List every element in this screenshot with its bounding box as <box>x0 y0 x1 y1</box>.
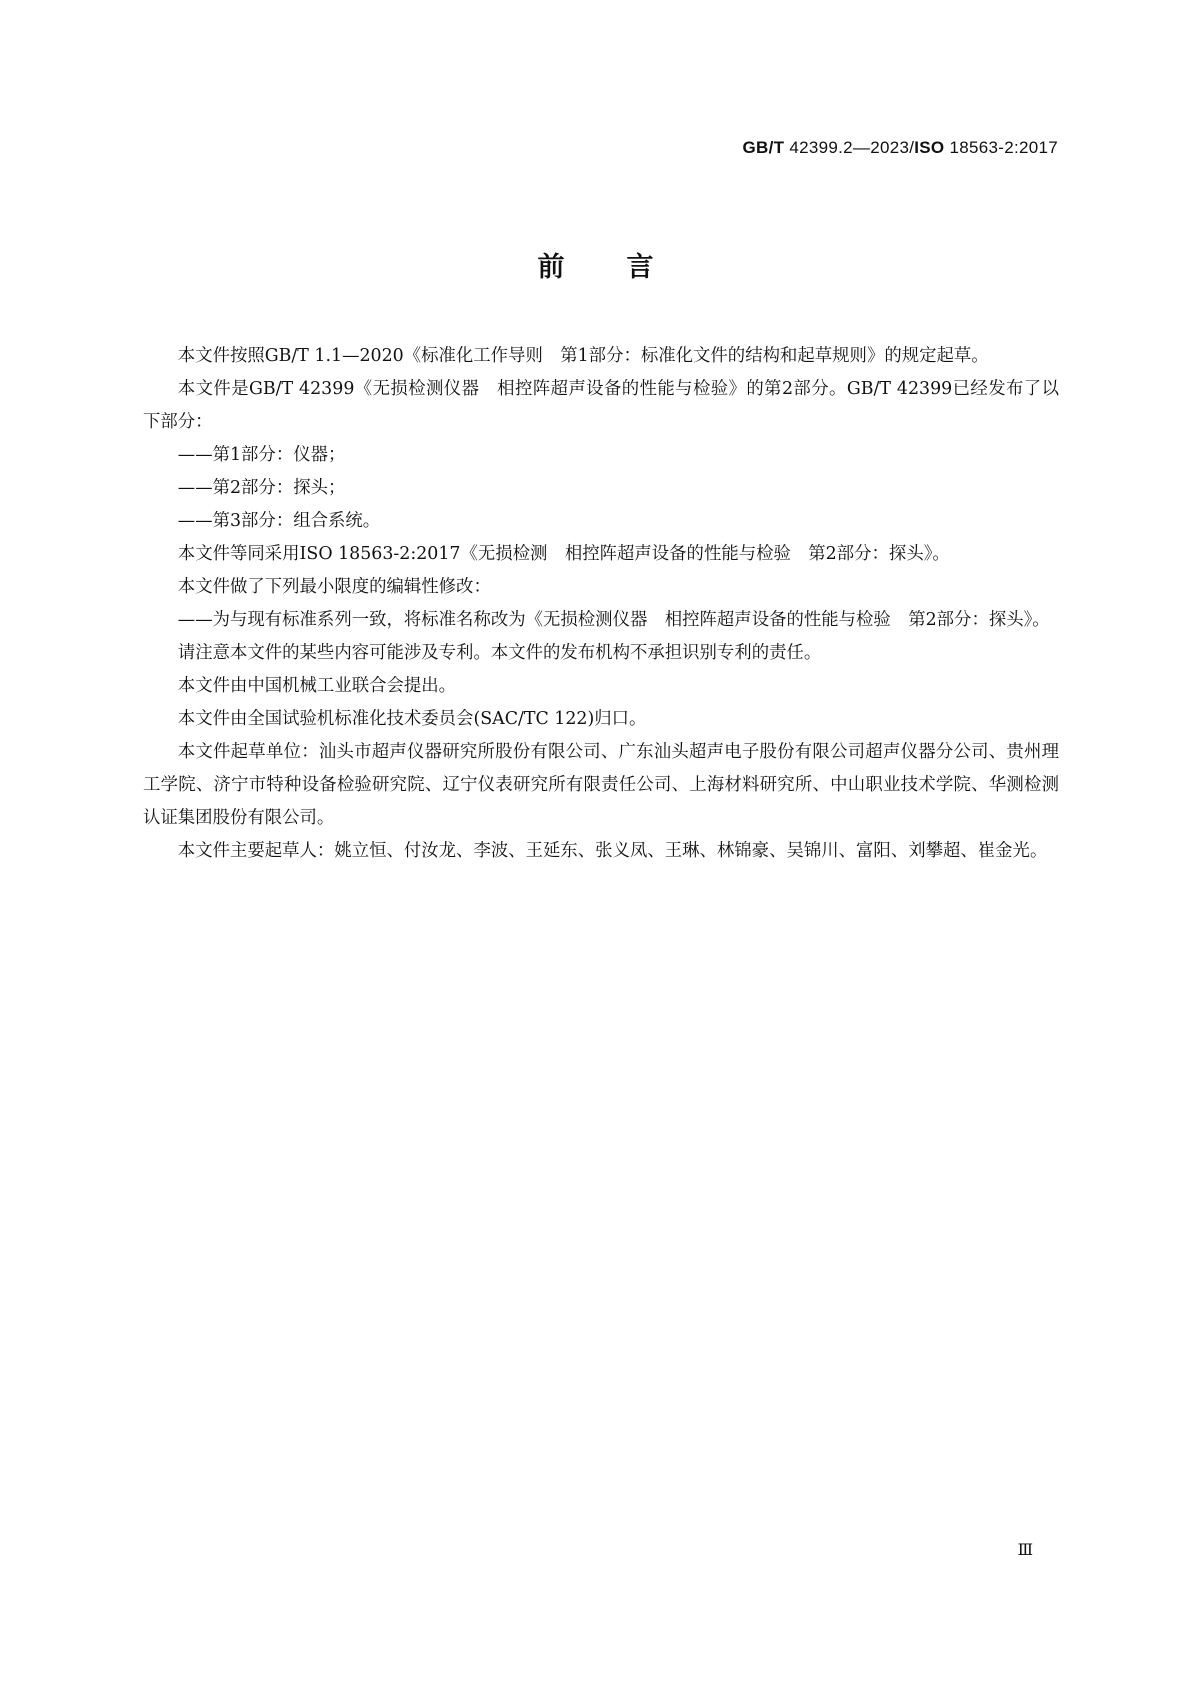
list-item-modification: ——为与现有标准系列一致，将标准名称改为《无损检测仪器 相控阵超声设备的性能与检验 第2部分：探头》。 <box>177 610 1050 630</box>
page-number: Ⅲ <box>1017 1542 1033 1559</box>
paragraph-drafters: 本文件主要起草人：姚立恒、付汝龙、李波、王延东、张义凤、王琳、林锦豪、吴锦川、富阳、刘攀超、崔金光。 <box>177 841 1048 861</box>
doc-id-iso: ISO <box>914 138 945 157</box>
paragraph-modifications: 本文件做了下列最小限度的编辑性修改： <box>177 577 491 597</box>
doc-id-prefix: GB/T <box>742 138 785 157</box>
page-title: 前言 <box>537 252 716 283</box>
list-item-part-3: ——第3部分：组合系统。 <box>177 511 381 531</box>
list-item-part-2: ——第2部分：探头； <box>177 478 346 498</box>
paragraph-proposer: 本文件由中国机械工业联合会提出。 <box>177 676 457 696</box>
paragraph-adoption: 本文件等同采用ISO 18563-2:2017《无损检测 相控阵超声设备的性能与检验 第2部分：探头》。 <box>177 544 950 564</box>
paragraph-committee: 本文件由全国试验机标准化技术委员会(SAC/TC 122)归口。 <box>177 709 647 729</box>
doc-id-iso-number: 18563-2:2017 <box>944 138 1058 157</box>
document-number <box>743 138 1058 158</box>
paragraph-drafting-basis: 本文件按照GB/T 1.1—2020《标准化工作导则 第1部分：标准化文件的结构和起草规则》的规定起草。 <box>177 346 989 366</box>
paragraph-patent-notice: 请注意本文件的某些内容可能涉及专利。本文件的发布机构不承担识别专利的责任。 <box>177 643 822 663</box>
paragraph-drafting-units: 本文件起草单位：汕头市超声仪器研究所股份有限公司、广东汕头超声电子股份有限公司超声仪器分公司、贵州理工学院、济宁市特种设备检验研究院、辽宁仪表研究所有限责任公司、上海材料研究所、中山职业技术学院、华测检测认证集团股份有限公司。 <box>143 742 1059 828</box>
list-item-part-1: ——第1部分：仪器； <box>177 445 346 465</box>
paragraph-series-intro: 本文件是GB/T 42399《无损检测仪器 相控阵超声设备的性能与检验》的第2部分。GB/T 42399已经发布了以下部分： <box>143 379 1059 432</box>
foreword-body <box>143 340 1059 868</box>
doc-id-number: 42399.2—2023/ <box>784 138 915 157</box>
